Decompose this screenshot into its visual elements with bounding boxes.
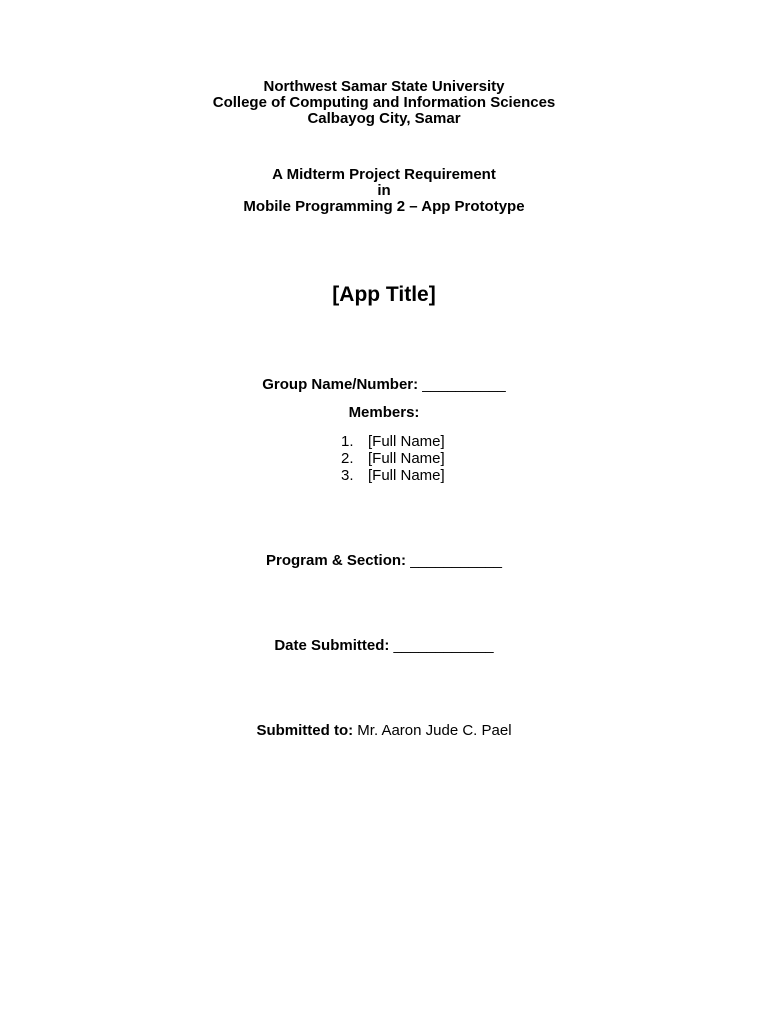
list-number: 3 . bbox=[341, 467, 368, 484]
members-label: Members: bbox=[348, 404, 420, 421]
list-number: 2 . bbox=[341, 450, 368, 467]
list-item bbox=[341, 467, 445, 484]
submitted-to-label: Submitted to: bbox=[256, 722, 354, 739]
list-item bbox=[341, 450, 445, 467]
list-number: 1 . bbox=[341, 433, 368, 450]
member-name: [Full Name] bbox=[368, 433, 445, 450]
app-title: [App Title] bbox=[332, 283, 436, 306]
location: Calbayog City, Samar bbox=[307, 110, 461, 127]
submitted-to-field bbox=[0, 723, 768, 739]
group-field bbox=[0, 377, 768, 393]
date-label: Date Submitted: bbox=[274, 637, 390, 654]
date-blank: ____________ bbox=[393, 637, 494, 654]
list-item bbox=[341, 433, 445, 450]
program-blank: ___________ bbox=[410, 552, 502, 569]
program-field bbox=[0, 553, 768, 569]
submitted-to-value: Mr. Aaron Jude C. Pael bbox=[357, 722, 512, 739]
requirement-line-1: A Midterm Project Requirement bbox=[272, 166, 496, 183]
university-name: Northwest Samar State University bbox=[263, 78, 505, 95]
requirement-line-3: Mobile Programming 2 – App Prototype bbox=[243, 198, 525, 215]
member-name: [Full Name] bbox=[368, 450, 445, 467]
group-label: Group Name/Number: bbox=[262, 376, 419, 393]
member-name: [Full Name] bbox=[368, 467, 445, 484]
members-list bbox=[341, 433, 445, 484]
group-blank: __________ bbox=[422, 376, 506, 393]
program-label: Program & Section: bbox=[266, 552, 407, 569]
requirement-line-2: in bbox=[377, 182, 391, 199]
college-name: College of Computing and Information Sciences bbox=[212, 94, 556, 111]
date-field bbox=[0, 638, 768, 654]
